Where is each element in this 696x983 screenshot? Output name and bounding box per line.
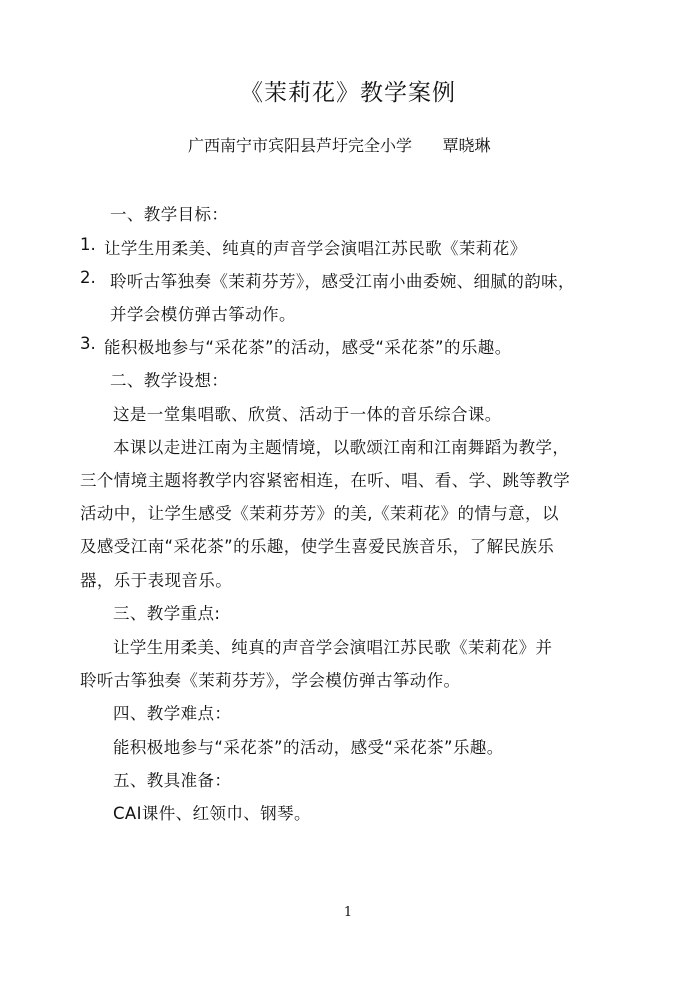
paragraph-line: 本课以走进江南为主题情境，以歌颂江南和江南舞蹈为教学， xyxy=(113,438,570,457)
goal-number: 1. xyxy=(80,235,96,254)
document-title: 《茉莉花》教学案例 xyxy=(240,80,456,106)
paragraph-line: CAI课件、红领巾、钢琴。 xyxy=(113,804,311,823)
section-heading-goals: 一、教学目标： xyxy=(110,205,229,224)
section-heading-materials: 五、教具准备： xyxy=(113,771,232,790)
author-line: 广西南宁市宾阳县芦圩完全小学 覃晓琳 xyxy=(188,136,491,155)
paragraph-line: 活动中，让学生感受《茉莉芬芳》的美,《茉莉花》的情与意，以 xyxy=(80,504,559,523)
paragraph-line: 聆听古筝独奏《茉莉芬芳》，学会模仿弹古筝动作。 xyxy=(80,671,461,690)
section-heading-difficulties: 四、教学难点： xyxy=(113,704,232,723)
page-number: 1 xyxy=(343,905,353,920)
section-heading-design: 二、教学设想： xyxy=(110,371,229,390)
goal-text: 并学会模仿弹古筝动作。 xyxy=(110,305,296,324)
paragraph-line: 及感受江南“采花茶”的乐趣，使学生喜爱民族音乐，了解民族乐 xyxy=(80,537,555,556)
goal-text: 能积极地参与“采花茶”的活动，感受“采花茶”的乐趣。 xyxy=(104,338,512,357)
paragraph-line: 让学生用柔美、纯真的声音学会演唱江苏民歌《茉莉花》并 xyxy=(113,638,553,657)
goal-text: 让学生用柔美、纯真的声音学会演唱江苏民歌《茉莉花》 xyxy=(104,239,527,258)
paragraph-line: 三个情境主题将教学内容紧密相连，在听、唱、看、学、跳等教学 xyxy=(80,471,571,490)
paragraph-line: 这是一堂集唱歌、欣赏、活动于一体的音乐综合课。 xyxy=(113,405,502,424)
goal-number: 2. xyxy=(80,268,96,287)
section-heading-key-points: 三、教学重点: xyxy=(113,604,221,623)
paragraph-line: 器，乐于表现音乐。 xyxy=(80,571,233,590)
paragraph-line: 能积极地参与“采花茶”的活动，感受“采花茶”乐趣。 xyxy=(113,738,504,757)
goal-text: 聆听古筝独奏《茉莉芬芳》，感受江南小曲委婉、细腻的韵味， xyxy=(110,272,575,291)
goal-number: 3. xyxy=(80,334,96,353)
